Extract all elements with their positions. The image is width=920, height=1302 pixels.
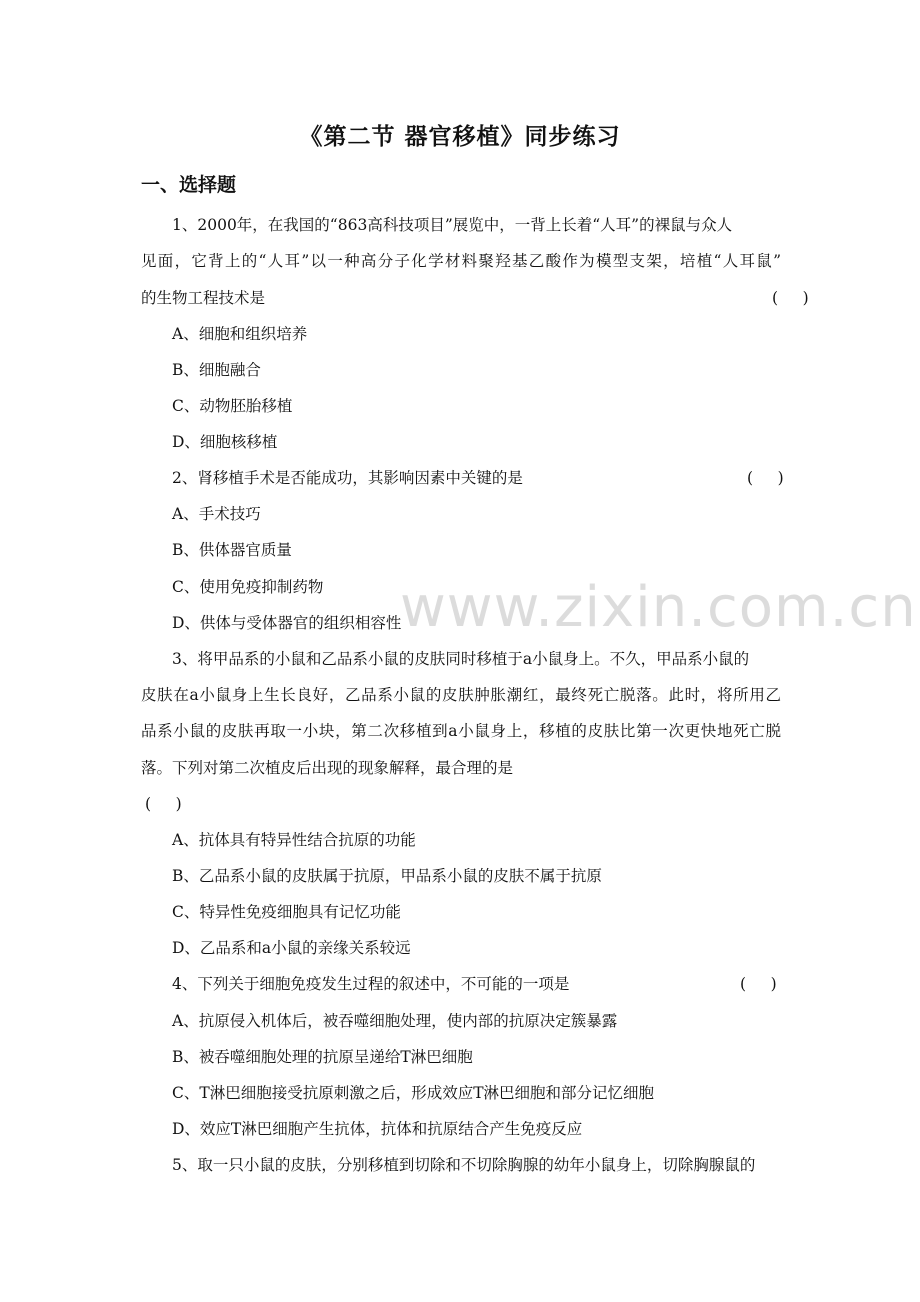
q2-option-a: A、手术技巧 — [172, 505, 261, 523]
q4-stem-line-1: 4、下列关于细胞免疫发生过程的叙述中，不可能的一项是 — [172, 975, 570, 993]
q1-option-a: A、细胞和组织培养 — [172, 325, 308, 343]
q2-stem-line-1: 2、肾移植手术是否能成功，其影响因素中关键的是 — [172, 469, 523, 487]
q1-option-c: C、动物胚胎移植 — [172, 397, 293, 415]
q4-option-d: D、效应T淋巴细胞产生抗体，抗体和抗原结合产生免疫反应 — [172, 1120, 583, 1138]
watermark-text: www.zixin.com.cn — [400, 575, 917, 640]
q1-stem-line-3: 的生物工程技术是 — [141, 289, 266, 307]
q3-stem-line-3: 品系小鼠的皮肤再取一小块，第二次移植到a小鼠身上，移植的皮肤比第一次更快地死亡脱 — [141, 722, 781, 740]
q4-answer-parentheses: ( ) — [740, 975, 777, 993]
q3-option-c: C、特异性免疫细胞具有记忆功能 — [172, 903, 401, 921]
q3-option-b: B、乙品系小鼠的皮肤属于抗原，甲品系小鼠的皮肤不属于抗原 — [172, 867, 602, 885]
q3-stem-line-2: 皮肤在a小鼠身上生长良好，乙品系小鼠的皮肤肿胀潮红，最终死亡脱落。此时，将所用乙 — [141, 686, 781, 704]
q2-option-c: C、使用免疫抑制药物 — [172, 578, 324, 596]
q1-stem-line-1: 1、2000年，在我国的“863高科技项目”展览中，一背上长着“人耳”的裸鼠与众人 — [172, 216, 733, 234]
section-heading: 一、选择题 — [141, 174, 237, 196]
document-title: 《第二节 器官移植》同步练习 — [299, 124, 621, 150]
q2-option-d: D、供体与受体器官的组织相容性 — [172, 614, 402, 632]
q2-option-b: B、供体器官质量 — [172, 541, 292, 559]
q3-stem-line-4: 落。下列对第二次植皮后出现的现象解释，最合理的是 — [141, 759, 514, 777]
q4-option-c: C、T淋巴细胞接受抗原刺激之后，形成效应T淋巴细胞和部分记忆细胞 — [172, 1084, 655, 1102]
q3-answer-parentheses: ( ) — [145, 795, 182, 813]
q2-answer-parentheses: ( ) — [747, 469, 784, 487]
q1-stem-line-2: 见面，它背上的“人耳”以一种高分子化学材料聚羟基乙酸作为模型支架，培植“人耳鼠” — [141, 252, 781, 270]
q4-option-b: B、被吞噬细胞处理的抗原呈递给T淋巴细胞 — [172, 1048, 473, 1066]
q1-answer-parentheses: ( ) — [772, 289, 809, 307]
q5-stem-line-1: 5、取一只小鼠的皮肤，分别移植到切除和不切除胸腺的幼年小鼠身上，切除胸腺鼠的 — [172, 1156, 756, 1174]
q3-option-d: D、乙品系和a小鼠的亲缘关系较远 — [172, 939, 411, 957]
q1-option-b: B、细胞融合 — [172, 361, 261, 379]
q4-option-a: A、抗原侵入机体后，被吞噬细胞处理，使内部的抗原决定簇暴露 — [172, 1012, 618, 1030]
q3-stem-line-1: 3、将甲品系的小鼠和乙品系小鼠的皮肤同时移植于a小鼠身上。不久，甲品系小鼠的 — [172, 650, 750, 668]
q3-option-a: A、抗体具有特异性结合抗原的功能 — [172, 831, 416, 849]
q1-option-d: D、细胞核移植 — [172, 433, 278, 451]
